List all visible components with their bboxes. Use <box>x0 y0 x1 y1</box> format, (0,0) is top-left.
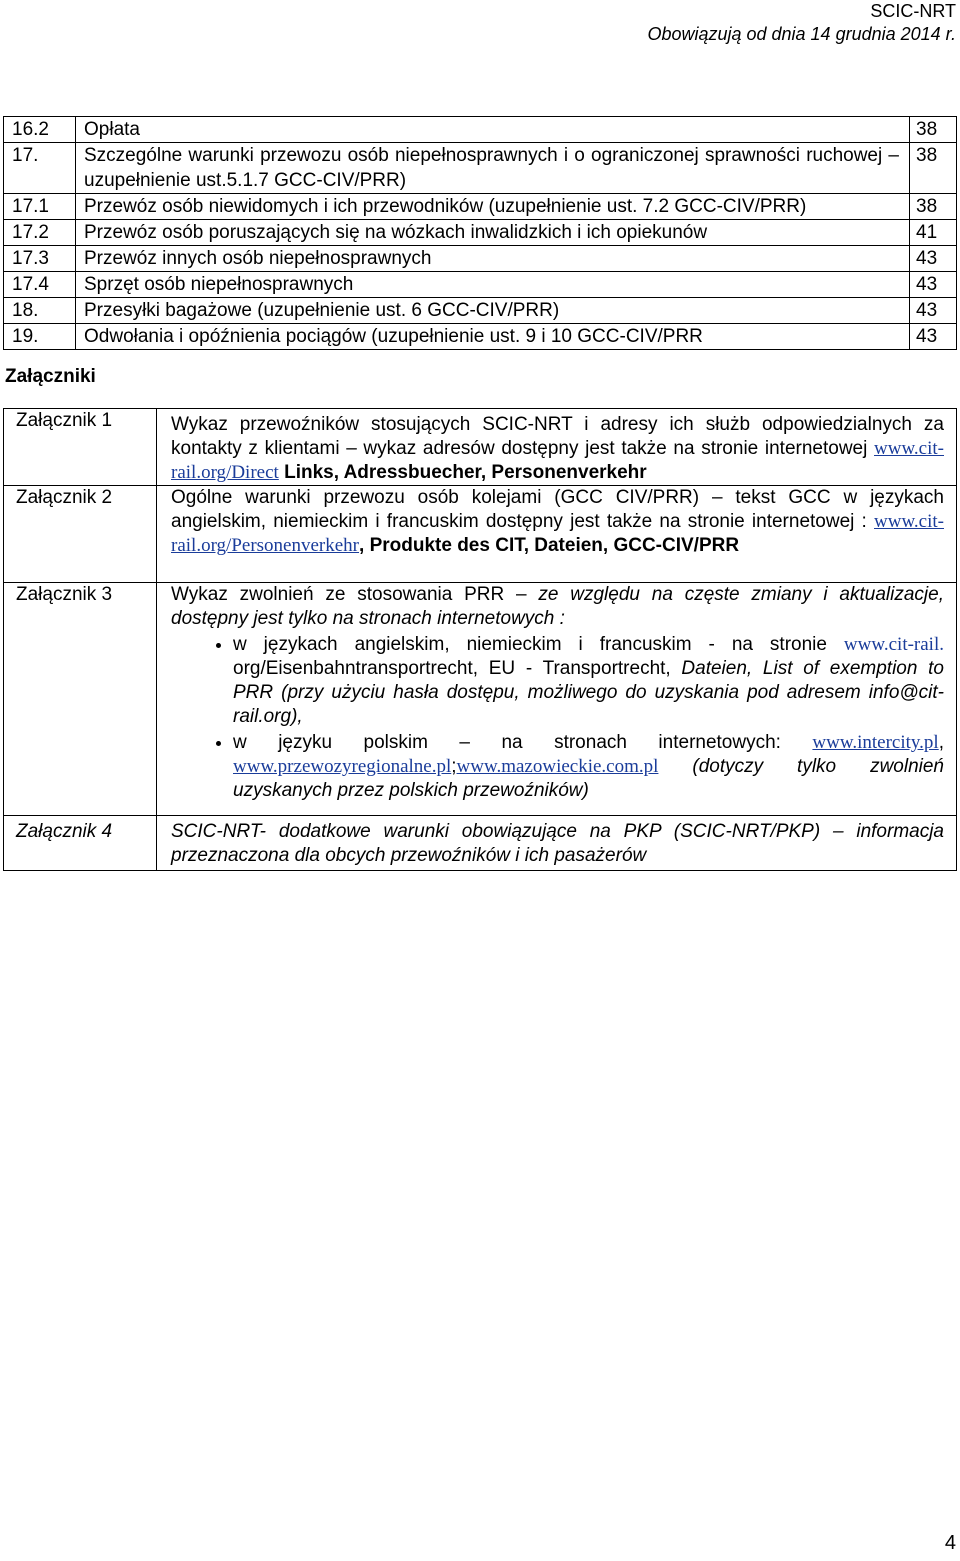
list-item-italic: Dateien, List of exemption to PRR (przy użyciu hasła dostępu, możliwego do uzyskania pod adresem info@cit-rail.org), <box>233 658 944 727</box>
przewozyregionalne-link[interactable]: www.przewozyregionalne.pl <box>233 756 452 777</box>
toc-title: Przewóz innych osób niepełnosprawnych <box>76 246 910 272</box>
toc-num: 18. <box>4 298 76 324</box>
mazowieckie-link[interactable]: www.mazowieckie.com.pl <box>456 756 659 777</box>
list-item-italic: (dotyczy tylko zwolnień uzyskanych przez polskich przewoźników) <box>233 756 944 801</box>
toc-num: 17. <box>4 143 76 194</box>
attachments-table <box>3 408 957 871</box>
list-item <box>233 731 944 803</box>
toc-row <box>4 220 957 246</box>
toc-row <box>4 117 957 143</box>
separator: , <box>938 732 944 753</box>
attachment-link[interactable]: www.cit-rail.org/Personenverkehr <box>171 511 944 556</box>
toc-title: Przesyłki bagażowe (uzupełnienie ust. 6 GCC-CIV/PRR) <box>76 298 910 324</box>
intercity-link[interactable]: www.intercity.pl <box>812 732 939 753</box>
toc-page: 43 <box>910 298 957 324</box>
toc-row <box>4 143 957 194</box>
header-title: SCIC-NRT <box>870 1 956 21</box>
toc-num: 17.3 <box>4 246 76 272</box>
toc-row <box>4 272 957 298</box>
page-header <box>647 0 956 46</box>
toc-page: 38 <box>910 117 957 143</box>
attachment-content: SCIC-NRT- dodatkowe warunki obowiązujące na PKP (SCIC-NRT/PKP) – informacja przeznaczona dla obcych przewoźników i ich pasażerów <box>157 816 957 871</box>
attachment-label: Załącznik 1 <box>4 409 157 486</box>
header-subtitle: Obowiązują od dnia 14 grudnia 2014 r. <box>647 24 956 44</box>
exemption-list <box>171 633 944 803</box>
attachment-bold-text: Links, Adressbuecher, Personenverkehr <box>278 462 647 483</box>
attachment-row <box>4 486 957 583</box>
toc-row <box>4 324 957 350</box>
toc-row <box>4 298 957 324</box>
toc-page: 43 <box>910 246 957 272</box>
toc-title: Przewóz osób niewidomych i ich przewodników (uzupełnienie ust. 7.2 GCC-CIV/PRR) <box>76 194 910 220</box>
attachment-row <box>4 583 957 816</box>
list-item-text: w języku polskim – na stronach internetowych: <box>233 732 813 753</box>
table-of-contents <box>3 116 957 350</box>
attachment-label: Załącznik 3 <box>4 583 157 816</box>
attachment-italic-text: ze względu na częste zmiany i aktualizacje, dostępny jest tylko na stronach internetowych : <box>171 584 944 629</box>
attachment-text: Wykaz przewoźników stosujących SCIC-NRT i adresy ich służb odpowiedzialnych za kontakty z klientami – wykaz adresów dostępny jest także na stronie internetowej <box>171 414 944 459</box>
toc-title: Szczególne warunki przewozu osób niepełnosprawnych i o ograniczonej sprawności ruchowej – uzupełnienie ust.5.1.7 GCC-CIV/PRR) <box>76 143 910 194</box>
cit-rail-link[interactable]: www.cit-rail. <box>843 634 944 655</box>
attachment-text: Ogólne warunki przewozu osób kolejami (GCC CIV/PRR) – tekst GCC w językach angielskim, niemieckim i francuskim dostępny jest także na stronie internetowej : <box>171 487 944 532</box>
attachments-heading: Załączniki <box>5 366 96 387</box>
attachment-row <box>4 409 957 486</box>
attachment-content <box>157 486 957 583</box>
toc-row <box>4 194 957 220</box>
toc-num: 17.1 <box>4 194 76 220</box>
separator: ; <box>451 756 457 777</box>
toc-page: 38 <box>910 143 957 194</box>
attachment-content <box>157 583 957 816</box>
attachment-content <box>157 409 957 486</box>
attachment-text: Wykaz zwolnień ze stosowania PRR – <box>171 584 539 605</box>
toc-num: 17.2 <box>4 220 76 246</box>
attachment-bold-text: , Produkte des CIT, Dateien, GCC-CIV/PRR <box>359 535 740 556</box>
toc-title: Odwołania i opóźnienia pociągów (uzupełnienie ust. 9 i 10 GCC-CIV/PRR <box>76 324 910 350</box>
toc-title: Opłata <box>76 117 910 143</box>
toc-page: 43 <box>910 272 957 298</box>
attachment-label: Załącznik 4 <box>4 816 157 871</box>
toc-page: 43 <box>910 324 957 350</box>
attachment-label: Załącznik 2 <box>4 486 157 583</box>
list-item-text: org/Eisenbahntransportrecht, EU - Transportrecht, <box>233 658 682 679</box>
toc-num: 19. <box>4 324 76 350</box>
toc-num: 17.4 <box>4 272 76 298</box>
toc-title: Sprzęt osób niepełnosprawnych <box>76 272 910 298</box>
page-number: 4 <box>944 1532 956 1554</box>
toc-page: 41 <box>910 220 957 246</box>
list-item <box>233 633 944 729</box>
toc-page: 38 <box>910 194 957 220</box>
attachment-row <box>4 816 957 871</box>
list-item-text: w językach angielskim, niemieckim i francuskim - na stronie <box>233 634 844 655</box>
toc-num: 16.2 <box>4 117 76 143</box>
attachment-link[interactable]: www.cit-rail.org/Direct <box>171 438 944 483</box>
toc-row <box>4 246 957 272</box>
toc-title: Przewóz osób poruszających się na wózkach inwalidzkich i ich opiekunów <box>76 220 910 246</box>
